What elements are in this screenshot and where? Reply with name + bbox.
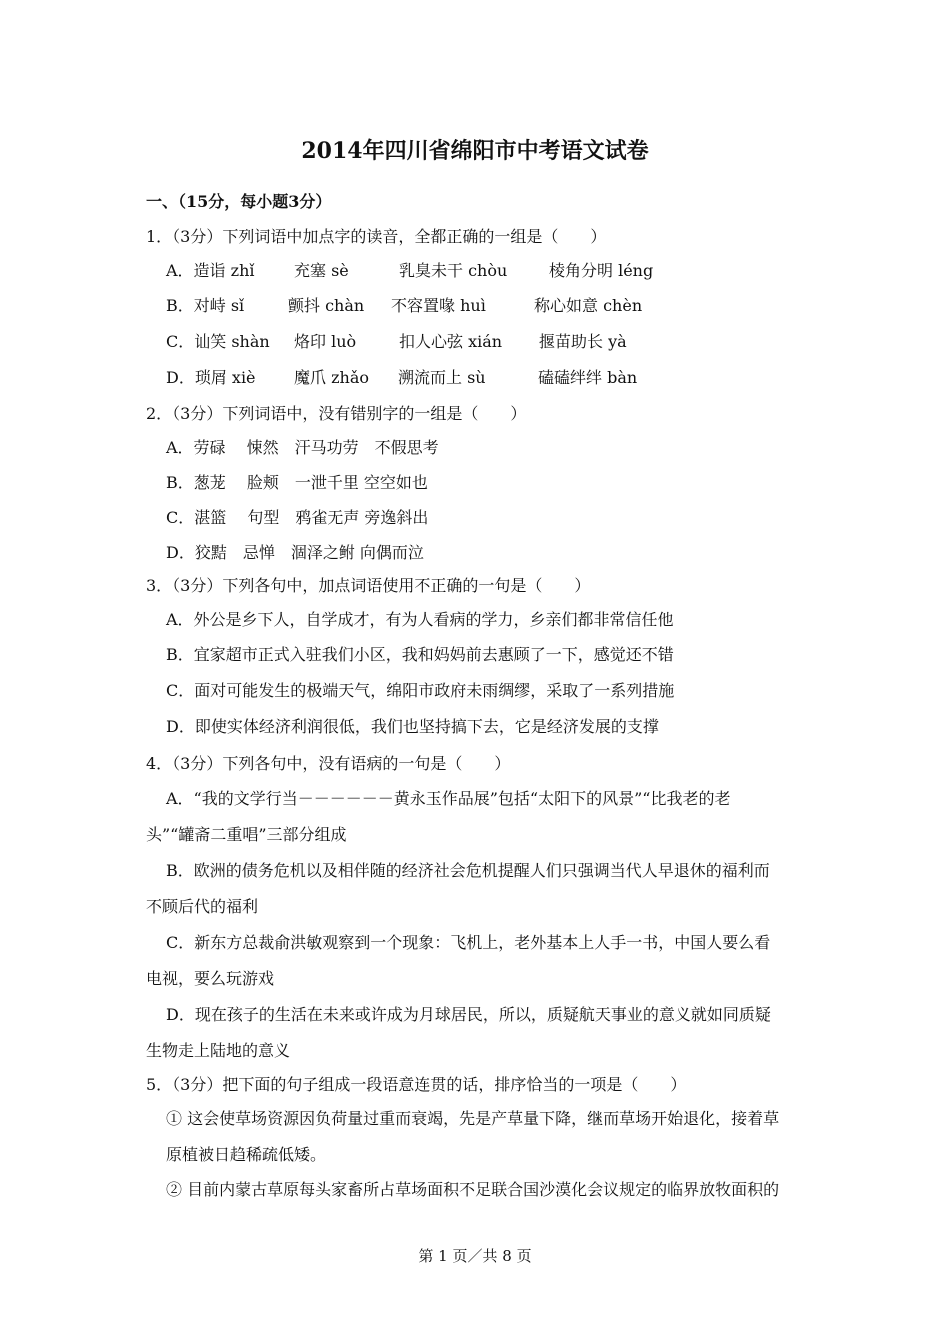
question-1-option-c bbox=[166, 329, 627, 352]
question-1-option-b bbox=[166, 293, 642, 316]
question-1-stem: 1．（3分）下列词语中加点字的读音，全都正确的一组是（ ） bbox=[146, 227, 607, 246]
option-cell: 溯流而上 sù bbox=[398, 368, 486, 387]
question-2-option-d: D．狡黠 忌惮 涸泽之鲋 向偶而泣 bbox=[166, 543, 424, 562]
question-4-option-d-line2: 生物走上陆地的意义 bbox=[146, 1041, 291, 1060]
option-cell: D．琐屑 xiè bbox=[166, 368, 256, 387]
question-1-option-d bbox=[166, 365, 637, 388]
question-1-option-a bbox=[166, 258, 653, 281]
question-3-option-c: C．面对可能发生的极端天气，绵阳市政府未雨绸缪，采取了一系列措施 bbox=[166, 681, 675, 700]
option-cell: A．造诣 zhǐ bbox=[166, 261, 255, 280]
question-2-option-c: C．湛篮 句型 鸦雀无声 旁逸斜出 bbox=[166, 508, 429, 527]
question-4-option-b-line2: 不顾后代的福利 bbox=[146, 897, 259, 916]
option-cell: 充塞 sè bbox=[294, 261, 349, 280]
option-cell: 称心如意 chèn bbox=[534, 296, 643, 315]
question-2-option-b: B．葱茏 脸颊 一泄千里 空空如也 bbox=[166, 473, 428, 492]
question-4-option-a-line1: A．“我的文学行当－－－－－－黄永玉作品展”包括“太阳下的风景”“比我老的老 bbox=[166, 789, 731, 808]
question-4-option-d-line1: D．现在孩子的生活在未来或许成为月球居民，所以，质疑航天事业的意义就如同质疑 bbox=[166, 1005, 771, 1024]
option-cell: 棱角分明 léng bbox=[549, 261, 654, 280]
option-cell: 不容置喙 huì bbox=[391, 296, 486, 315]
question-5-stem: 5．（3分）把下面的句子组成一段语意连贯的话，排序恰当的一项是（ ） bbox=[146, 1075, 687, 1094]
question-2-option-a: A．劳碌 悚然 汗马功劳 不假思考 bbox=[166, 438, 439, 457]
page-footer: 第 1 页／共 8 页 bbox=[418, 1247, 532, 1265]
option-cell: 烙印 luò bbox=[294, 332, 357, 351]
option-cell: 乳臭未干 chòu bbox=[399, 261, 508, 280]
question-4-option-c-line1: C．新东方总裁俞洪敏观察到一个现象：飞机上，老外基本上人手一书，中国人要么看 bbox=[166, 933, 771, 952]
option-cell: 揠苗助长 yà bbox=[539, 332, 627, 351]
question-4-option-a-line2: 头”“罐斋二重唱”三部分组成 bbox=[146, 825, 347, 844]
question-3-option-d: D．即使实体经济利润很低，我们也坚持搞下去，它是经济发展的支撑 bbox=[166, 717, 659, 736]
question-3-option-b: B．宜家超市正式入驻我们小区，我和妈妈前去惠顾了一下，感觉还不错 bbox=[166, 645, 674, 664]
option-cell: B．对峙 sǐ bbox=[166, 296, 245, 315]
question-2-stem: 2．（3分）下列词语中，没有错别字的一组是（ ） bbox=[146, 404, 527, 423]
question-3-option-a: A．外公是乡下人，自学成才，有为人看病的学力，乡亲们都非常信任他 bbox=[166, 610, 674, 629]
question-5-sentence-1-line1: ① 这会使草场资源因负荷量过重而衰竭，先是产草量下降，继而草场开始退化，接着草 bbox=[166, 1109, 780, 1128]
question-4-option-c-line2: 电视，要么玩游戏 bbox=[146, 969, 275, 988]
question-4-option-b-line1: B．欧洲的债务危机以及相伴随的经济社会危机提醒人们只强调当代人早退休的福利而 bbox=[166, 861, 770, 880]
option-cell: C．讪笑 shàn bbox=[166, 332, 270, 351]
option-cell: 颤抖 chàn bbox=[288, 296, 365, 315]
option-cell: 扣人心弦 xián bbox=[399, 332, 503, 351]
question-4-stem: 4．（3分）下列各句中，没有语病的一句是（ ） bbox=[146, 754, 511, 773]
question-3-stem: 3．（3分）下列各句中，加点词语使用不正确的一句是（ ） bbox=[146, 576, 591, 595]
section-heading: 一、（15分，每小题3分） bbox=[146, 192, 332, 211]
question-5-sentence-1-line2: 原植被日趋稀疏低矮。 bbox=[166, 1145, 327, 1164]
page-title: 2014年四川省绵阳市中考语文试卷 bbox=[301, 138, 649, 164]
option-cell: 魔爪 zhǎo bbox=[294, 368, 369, 387]
question-5-sentence-2-line1: ② 目前内蒙古草原每头家畜所占草场面积不足联合国沙漠化会议规定的临界放牧面积的 bbox=[166, 1180, 780, 1199]
option-cell: 磕磕绊绊 bàn bbox=[538, 368, 638, 387]
